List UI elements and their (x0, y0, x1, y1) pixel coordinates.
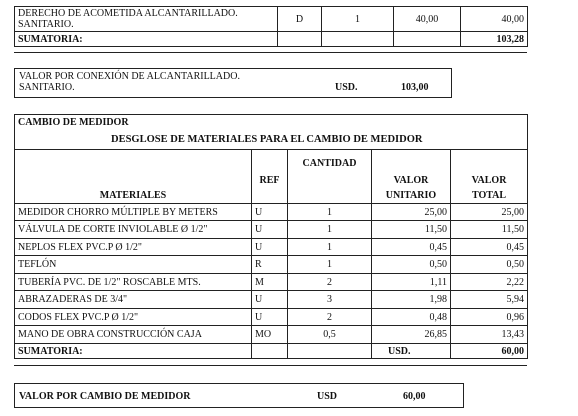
row-total: 11,50 (451, 221, 528, 239)
table-row (15, 239, 528, 256)
table-row (15, 309, 528, 326)
row-unit-value: 25,00 (372, 204, 451, 221)
conexion-value: 103,00 (401, 82, 429, 93)
row-total: 0,96 (451, 309, 528, 326)
row-qty: 2 (288, 309, 372, 326)
row-ref: M (252, 274, 288, 291)
row-total: 0,45 (451, 239, 528, 256)
header-ref: REF (252, 150, 288, 189)
section-header-row (15, 115, 528, 150)
table-row (15, 7, 528, 32)
row-unit-value: 0,45 (372, 239, 451, 256)
header-unitario: UNITARIO (372, 189, 451, 204)
cambio-label: VALOR POR CAMBIO DE MEDIDOR (19, 391, 191, 402)
row-qty: 1 (288, 204, 372, 221)
item-total: 40,00 (461, 7, 528, 32)
conexion-value-box (14, 68, 452, 98)
item-qty: 1 (322, 7, 394, 32)
sum-label: SUMATORIA: (15, 32, 278, 47)
conexion-label-line-1: VALOR POR CONEXIÓN DE ALCANTARILLADO. (19, 71, 240, 82)
header-cantidad: CANTIDAD (288, 150, 372, 189)
table-row (15, 274, 528, 291)
section-subtitle: DESGLOSE DE MATERIALES PARA EL CAMBIO DE MEDIDOR (111, 134, 423, 145)
row-total: 0,50 (451, 256, 528, 274)
header-materiales: MATERIALES (15, 189, 252, 204)
row-ref: U (252, 291, 288, 309)
row-description: MANO DE OBRA CONSTRUCCIÓN CAJA (15, 326, 252, 344)
conexion-currency: USD. (335, 82, 358, 93)
header-valor: VALOR (372, 150, 451, 189)
row-description: MEDIDOR CHORRO MÚLTIPLE BY METERS (15, 204, 252, 221)
cambio-value-box (14, 383, 464, 408)
sum-label: SUMATORIA: (15, 344, 252, 359)
row-qty: 3 (288, 291, 372, 309)
row-unit-value: 0,48 (372, 309, 451, 326)
cambio-value: 60,00 (403, 391, 426, 402)
row-qty: 1 (288, 239, 372, 256)
row-ref: U (252, 221, 288, 239)
cambio-currency: USD (317, 391, 338, 402)
row-total: 25,00 (451, 204, 528, 221)
row-unit-value: 26,85 (372, 326, 451, 344)
table-row (15, 204, 528, 221)
item-ref: D (278, 7, 322, 32)
sum-value: 103,28 (461, 32, 528, 47)
item-unit-value: 40,00 (394, 7, 461, 32)
row-total: 5,94 (451, 291, 528, 309)
row-ref: U (252, 239, 288, 256)
row-unit-value: 1,98 (372, 291, 451, 309)
item-description (15, 7, 278, 32)
row-description: VÁLVULA DE CORTE INVIOLABLE Ø 1/2" (15, 221, 252, 239)
header-total: TOTAL (451, 189, 528, 204)
header-valor-2: VALOR (451, 150, 528, 189)
row-unit-value: 1,11 (372, 274, 451, 291)
row-ref: U (252, 309, 288, 326)
row-description: TEFLÓN (15, 256, 252, 274)
row-qty: 2 (288, 274, 372, 291)
row-total: 2,22 (451, 274, 528, 291)
section-title: CAMBIO DE MEDIDOR (18, 117, 129, 128)
frame-line (14, 52, 527, 53)
table-row (15, 221, 528, 239)
row-ref: U (252, 204, 288, 221)
row-ref: R (252, 256, 288, 274)
column-header-row-2 (15, 189, 528, 204)
row-description: ABRAZADERAS DE 3/4" (15, 291, 252, 309)
medidor-materials-table (14, 114, 528, 359)
frame-line (14, 365, 527, 366)
table-row (15, 291, 528, 309)
sum-row (15, 32, 528, 47)
sum-currency: USD. (372, 344, 451, 359)
acometida-table (14, 6, 528, 47)
row-qty: 1 (288, 221, 372, 239)
sum-value: 60,00 (451, 344, 528, 359)
conexion-label-line-2: SANITARIO. (19, 82, 75, 93)
sum-row (15, 344, 528, 359)
row-total: 13,43 (451, 326, 528, 344)
table-row (15, 326, 528, 344)
row-qty: 1 (288, 256, 372, 274)
row-qty: 0,5 (288, 326, 372, 344)
row-unit-value: 0,50 (372, 256, 451, 274)
row-description: CODOS FLEX PVC.P Ø 1/2" (15, 309, 252, 326)
row-description: NEPLOS FLEX PVC.P Ø 1/2" (15, 239, 252, 256)
row-description: TUBERÍA PVC. DE 1/2" ROSCABLE MTS. (15, 274, 252, 291)
row-ref: MO (252, 326, 288, 344)
description-line-2: SANITARIO. (18, 19, 74, 30)
row-unit-value: 11,50 (372, 221, 451, 239)
table-row (15, 256, 528, 274)
description-line-1: DERECHO DE ACOMETIDA ALCANTARILLADO. (18, 8, 238, 19)
column-header-row (15, 150, 528, 189)
